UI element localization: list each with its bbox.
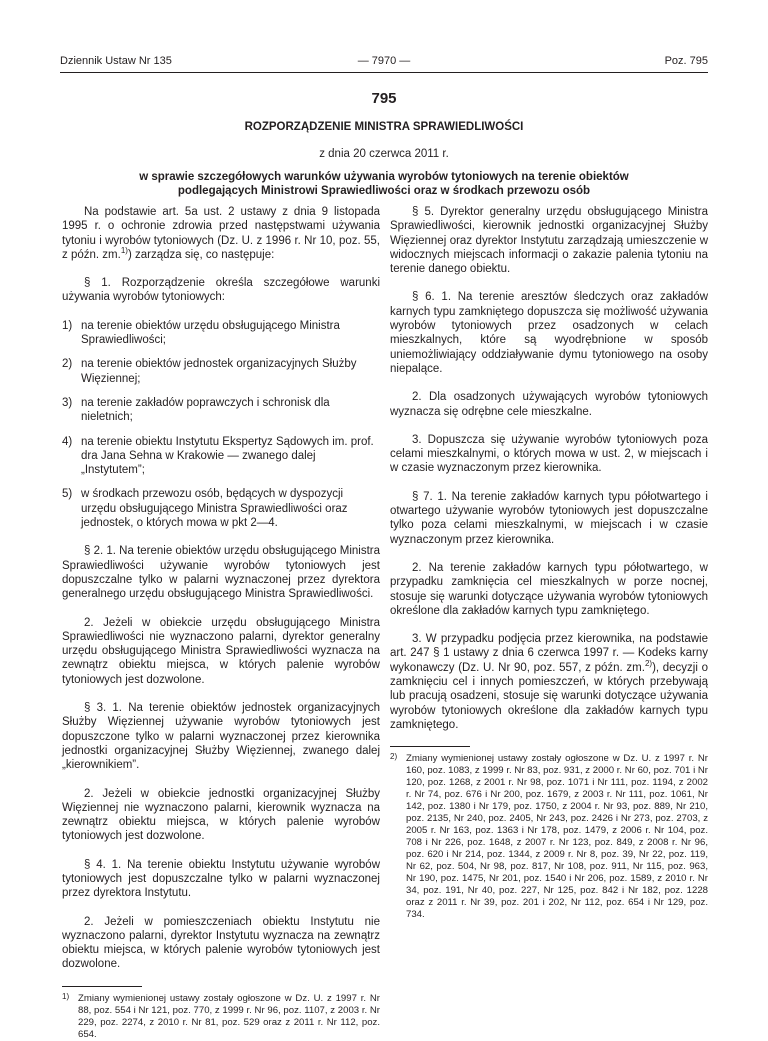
- subject-line-2: podlegających Ministrowi Sprawiedliwości oraz w środkach przewozu osób: [177, 185, 591, 197]
- intro-paragraph: Na podstawie art. 5a ust. 2 ustawy z dnia 9 listopada 1995 r. o ochronie zdrowia przed następstwami używania tytoniu i wyrobów tytoniowych (Dz. U. z 1996 r. Nr 10, poz. 55, z późn. zm.$^{1)}$) zarządza się, co następuje:: [62, 206, 380, 261]
- paragraph-7-3: 3. W przypadku podjęcia przez kierownika, na podstawie art. 247 § 1 ustawy z dnia 6 czerwca 1997 r. — Kodeks karny wykonawczy (Dz. U. Nr 90, poz. 557, z późn. zm.$^{2)}$), decyzji o zamknięciu cel i innych pomieszczeń, w których przebywają lub pracują osadzeni, stosuje się warunki dotyczące używania wyrobów tytoniowych określone dla zakładów karnych typu zamkniętego.: [390, 633, 709, 731]
- list-item: 4) na terenie obiektu Instytutu Ekspertyz Sądowych im. prof. dra Jana Sehna w Krakowie — zwanego dalej „Instytutem”;: [62, 435, 374, 477]
- paragraph-3-1: § 3. 1. Na terenie obiektów jednostek organizacyjnych Służby Więziennej używanie wyrobów tytoniowych jest dopuszczone tylko w palarni wyznaczonej przez kierownika jednostki organizacyjnej Służby Więziennej, zwanego dalej „kierownikiem”.: [62, 702, 380, 772]
- act-subject: [110, 170, 658, 198]
- paragraph-2-2: 2. Jeżeli w obiekcie urzędu obsługującego Ministra Sprawiedliwości nie wyznaczono palarni, dyrektor generalny urzędu obsługującego Ministra Sprawiedliwości wyznacza na zewnątrz obiektu miejsca, w których palenie wyrobów tytoniowych jest dozwolone.: [62, 616, 380, 686]
- list-item: 1) na terenie obiektów urzędu obsługującego Ministra Sprawiedliwości;: [62, 319, 340, 347]
- right-column: [390, 205, 708, 921]
- paragraph-4-1: § 4. 1. Na terenie obiektu Instytutu używanie wyrobów tytoniowych jest dopuszczalne tylko w palarni wyznaczonej przez dyrektora Instytutu.: [62, 858, 380, 900]
- footnote-2: 2) Zmiany wymienionej ustawy zostały ogłoszone w Dz. U. z 1997 r. Nr 160, poz. 1083, z 1999 r. Nr 83, poz. 931, z 2000 r. Nr 60, poz. 701 i Nr 120, poz. 1268, z 2001 r. Nr 98, poz. 1071 i Nr 111, poz. 1194, z 2002 r. Nr 74, poz. 676 i Nr 200, poz. 1679, z 2003 r. Nr 111, poz. 1061, Nr 142, poz. 1380 i Nr 179, poz. 1750, z 2004 r. Nr 93, poz. 889, Nr 210, poz. 2135, Nr 240, poz. 2405, Nr 243, poz. 2426 i Nr 273, poz. 2703, z 2005 r. Nr 163, poz. 1363 i Nr 178, poz. 1479, z 2006 r. Nr 104, poz. 708 i Nr 226, poz. 1648, z 2007 r. Nr 123, poz. 849, z 2008 r. Nr 96, poz. 620 i Nr 214, poz. 1344, z 2009 r. Nr 8, poz. 39, Nr 22, poz. 119, Nr 62, poz. 504, Nr 98, poz. 817, Nr 108, poz. 911, Nr 115, poz. 963, Nr 190, poz. 1475, Nr 201, poz. 1540 i Nr 206, poz. 1589, z 2010 r. Nr 34, poz. 191, Nr 40, poz. 227, Nr 125, poz. 842 i Nr 182, poz. 1228 oraz z 2011 r. Nr 39, poz. 201 i 202, Nr 112, poz. 654 i Nr 129, poz. 734.: [390, 752, 708, 921]
- footnote-rule: [390, 746, 470, 747]
- paragraph-2-1: § 2. 1. Na terenie obiektów urzędu obsługującego Ministra Sprawiedliwości używanie wyrobów tytoniowych jest dopuszczalne tylko w palarni wyznaczonej przez dyrektora generalnego urzędu obsługującego Ministra Sprawiedliwości.: [62, 545, 380, 601]
- left-column: [62, 205, 380, 1041]
- list-item: 5) w środkach przewozu osób, będących w dyspozycji urzędu obsługującego Ministra Sprawiedliwości oraz jednostek, o których mowa w pkt 2—4.: [62, 488, 348, 530]
- position-number: Poz. 795: [664, 55, 708, 67]
- page-number: — 7970 —: [357, 55, 411, 67]
- act-number: 795: [371, 90, 397, 107]
- list-item: 3) na terenie zakładów poprawczych i schronisk dla nieletnich;: [62, 396, 330, 424]
- running-header: [60, 55, 708, 71]
- journal-name: Dziennik Ustaw Nr 135: [60, 55, 172, 67]
- header-rule: [60, 72, 708, 73]
- paragraph-7-1: § 7. 1. Na terenie zakładów karnych typu półotwartego i otwartego używanie wyrobów tytoniowych jest dopuszczalne tylko poza celami mieszkalnymi, w miejscach i w czasie wyznaczonym przez kierownika.: [390, 490, 708, 546]
- paragraph-6-1: § 6. 1. Na terenie aresztów śledczych oraz zakładów karnych typu zamkniętego dopuszcza się możliwość używania wyrobów tytoniowych przez osadzonych w celach mieszkalnych, które są wyodrębnione w sposób uniemożliwiający oddziaływanie dymu tytoniowego na osoby niepalące.: [390, 291, 708, 375]
- act-title: ROZPORZĄDZENIE MINISTRA SPRAWIEDLIWOŚCI: [244, 121, 524, 133]
- paragraph-3-2: 2. Jeżeli w obiekcie jednostki organizacyjnej Służby Więziennej nie wyznaczono palarni, kierownik wyznacza na zewnątrz obiektu miejsca, w których palenie wyrobów tytoniowych jest dozwolone.: [62, 787, 380, 843]
- act-date: z dnia 20 czerwca 2011 r.: [319, 148, 449, 160]
- paragraph-5: § 5. Dyrektor generalny urzędu obsługującego Ministra Sprawiedliwości, kierownik jednostki organizacyjnej Służby Więziennej oraz dyrektor Instytutu zarządzają umieszczenie w widocznych miejscach informacji o zakazie palenia tytoniu na terenie danego obiektu.: [390, 206, 708, 276]
- paragraph-7-2: 2. Na terenie zakładów karnych typu półotwartego, w przypadku zamknięcia cel mieszkalnych w porze nocnej, stosuje się warunki dotyczące używania wyrobów tytoniowych określone dla zakładów karnych typu zamkniętego.: [390, 561, 708, 617]
- paragraph-6-3: 3. Dopuszcza się używanie wyrobów tytoniowych poza celami mieszkalnymi, o których mowa w ust. 2, w miejscach i w czasie wyznaczonym przez kierownika.: [390, 433, 708, 475]
- footnote-1: 1) Zmiany wymienionej ustawy zostały ogłoszone w Dz. U. z 1997 r. Nr 88, poz. 554 i Nr 121, poz. 770, z 1999 r. Nr 96, poz. 1107, z 2003 r. Nr 229, poz. 2274, z 2010 r. Nr 81, poz. 529 oraz z 2011 r. Nr 112, poz. 654.: [62, 991, 380, 1040]
- footnote-rule: [62, 986, 142, 987]
- paragraph-4-2: 2. Jeżeli w pomieszczeniach obiektu Instytutu nie wyznaczono palarni, dyrektor Instytutu wyznacza na zewnątrz obiektu miejsca, w których palenie wyrobów tytoniowych jest dozwolone.: [62, 915, 380, 971]
- paragraph-1: § 1. Rozporządzenie określa szczegółowe warunki używania wyrobów tytoniowych:: [62, 277, 380, 304]
- paragraph-6-2: 2. Dla osadzonych używających wyrobów tytoniowych wyznacza się odrębne cele mieszkalne.: [390, 391, 708, 418]
- subject-line-1: w sprawie szczegółowych warunków używania wyrobów tytoniowych na terenie obiektów: [139, 171, 629, 183]
- list-item: 2) na terenie obiektów jednostek organizacyjnych Służby Więziennej;: [62, 358, 357, 385]
